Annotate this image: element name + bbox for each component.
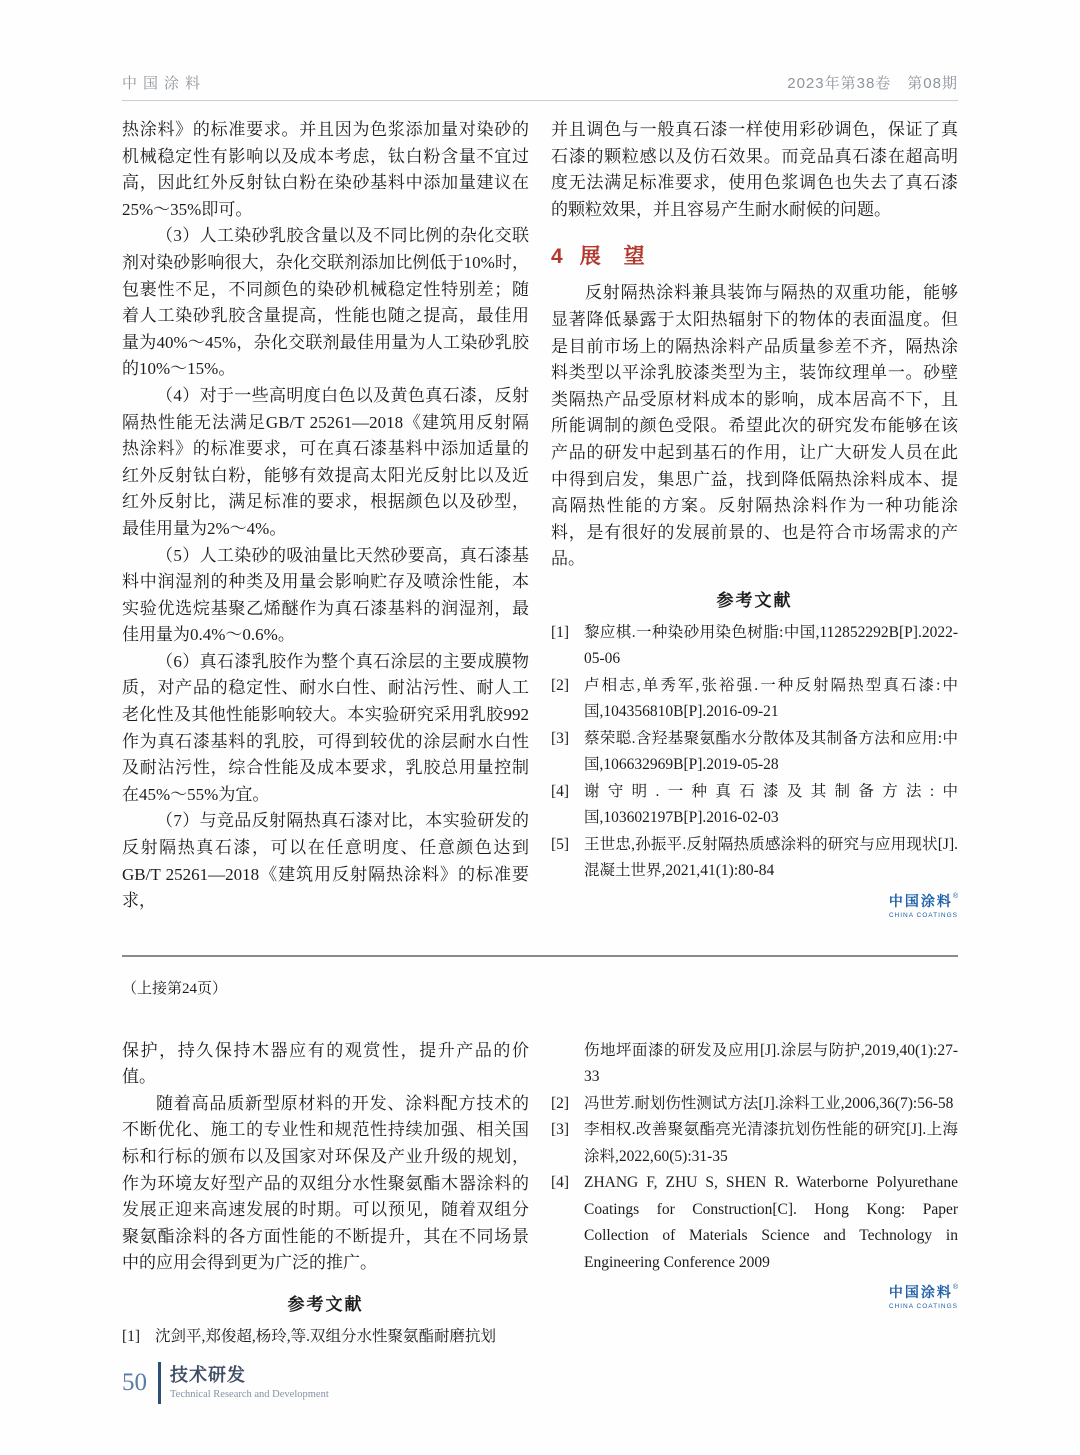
footer-section-title: 技术研发	[170, 1365, 246, 1386]
reference-item	[551, 726, 958, 779]
paragraph: （4）对于一些高明度白色以及黄色真石漆，反射隔热性能无法满足GB/T 25261—2018《建筑用反射隔热涂料》的标准要求，可在真石漆基料中添加适量的红外反射钛白粉，能够有效提高太阳光反射比以及近红外反射比，满足标准的要求，根据颜色以及砂型，最佳用量为2%～4%。	[122, 385, 529, 538]
reference-label: [4]	[551, 1174, 570, 1192]
reference-label: [1]	[122, 1327, 141, 1345]
logo-text: 中国涂料	[888, 1284, 953, 1301]
article1-right-column	[551, 117, 958, 919]
paragraph: （3）人工染砂乳胶含量以及不同比例的杂化交联剂对染砂影响很大，杂化交联剂添加比例低于10%时，包裹性不足，不同颜色的染砂机械稳定性特别差；随着人工染砂乳胶含量提高，性能也随之提高，最佳用量为40%～45%，杂化交联剂最佳用量为人工染砂乳胶的10%～15%。	[122, 226, 529, 379]
article2-right-column	[551, 1038, 958, 1351]
article1-left-column	[122, 117, 529, 919]
paragraph: 随着高品质新型原材料的开发、涂料配方技术的不断优化、施工的专业性和规范性持续加强、相关国标和行标的颁布以及国家对环保及产业升级的规划，作为环境友好型产品的双组分水性聚氨酯木器涂料的发展正迎来高速发展的时期。可以预见，随着双组分聚氨酯涂料的各方面性能的不断提升，其在不同场景中的应用会得到更为广泛的推广。	[122, 1093, 529, 1273]
registered-mark-icon: ®	[952, 1284, 958, 1292]
reference-text: 沈剑平,郑俊超,杨玲,等.双组分水性聚氨酯耐磨抗划	[155, 1327, 497, 1345]
reference-text: 谢守明.一种真石漆及其制备方法:中国,103602197B[P].2016-02-03	[584, 782, 958, 827]
reference-item-continuation	[551, 1038, 958, 1091]
reference-label: [2]	[551, 1094, 570, 1112]
article-divider	[122, 955, 958, 957]
references-heading: 参考文献	[716, 590, 793, 610]
article2-left-column	[122, 1038, 529, 1351]
reference-text: 蔡荣聪.含羟基聚氨酯水分散体及其制备方法和应用:中国,106632969B[P].2019-05-28	[584, 729, 958, 774]
reference-item	[551, 832, 958, 885]
logo-text: 中国涂料	[888, 892, 953, 909]
reference-item	[551, 1170, 958, 1276]
page-number: 50	[122, 1369, 147, 1396]
reference-label: [3]	[551, 729, 570, 747]
reference-item	[122, 1324, 529, 1351]
reference-text: 王世忠,孙振平.反射隔热质感涂料的研究与应用现状[J].混凝土世界,2021,41(1):80-84	[584, 835, 958, 880]
article2-columns	[122, 1038, 958, 1351]
journal-name: 中国涂料	[122, 75, 207, 92]
page-header	[122, 0, 958, 101]
china-coatings-logo	[551, 893, 958, 919]
logo-subtext: CHINA COATINGS	[888, 911, 958, 919]
section-title: 展 望	[579, 245, 646, 269]
paragraph: 并且调色与一般真石漆一样使用彩砂调色，保证了真石漆的颗粒感以及仿石效果。而竞品真石漆在超高明度无法满足标准要求，使用色浆调色也失去了真石漆的颗粒效果，并且容易产生耐水耐候的问题。	[551, 120, 958, 219]
references-heading: 参考文献	[287, 1294, 364, 1314]
paragraph: （7）与竞品反射隔热真石漆对比，本实验研发的反射隔热真石漆，可以在任意明度、任意颜色达到GB/T 25261—2018《建筑用反射隔热涂料》的标准要求，	[122, 811, 529, 911]
reference-label: [4]	[551, 782, 570, 800]
paragraph: （5）人工染砂的吸油量比天然砂要高，真石漆基料中润湿剂的种类及用量会影响贮存及喷涂性能，本实验优选烷基聚乙烯醚作为真石漆基料的润湿剂，最佳用量为0.4%～0.6%。	[122, 545, 529, 645]
reference-text: 李相权.改善聚氨酯亮光清漆抗划伤性能的研究[J].上海涂料,2022,60(5):31-35	[584, 1121, 958, 1165]
reference-label: [1]	[551, 623, 570, 641]
reference-text: ZHANG F, ZHU S, SHEN R. Waterborne Polyurethane Coatings for Construction[C]. Hong Kong: Paper Collection of Materials Science and Technology in Engineering Conference 2009	[584, 1174, 958, 1271]
page-footer	[122, 1362, 329, 1404]
section-number: 4	[551, 245, 564, 269]
paragraph: （6）真石漆乳胶作为整个真石涂层的主要成膜物质，对产品的稳定性、耐水白性、耐沾污性、耐人工老化性及其他性能影响较大。本实验研究采用乳胶992作为真石漆基料的乳胶，可得到较优的涂层耐水白性及耐沾污性，综合性能及成本要求，乳胶总用量控制在45%～55%为宜。	[122, 651, 529, 804]
paragraph: 热涂料》的标准要求。并且因为色浆添加量对染砂的机械稳定性有影响以及成本考虑，钛白粉含量不宜过高，因此红外反射钛白粉在染砂基料中添加量建议在25%～35%即可。	[122, 120, 529, 219]
paragraph: 保护，持久保持木器应有的观赏性，提升产品的价值。	[122, 1040, 529, 1087]
reference-label: [3]	[551, 1121, 570, 1139]
registered-mark-icon: ®	[952, 892, 958, 900]
china-coatings-logo	[551, 1284, 958, 1310]
reference-item	[551, 1117, 958, 1170]
footer-section-subtitle: Technical Research and Development	[170, 1388, 329, 1400]
reference-text: 冯世芳.耐划伤性测试方法[J].涂料工业,2006,36(7):56-58	[584, 1094, 954, 1112]
issue-info: 2023年第38卷 第08期	[787, 75, 958, 92]
continuation-note: （上接第24页）	[122, 980, 228, 997]
reference-item	[551, 673, 958, 726]
reference-item	[551, 1091, 958, 1118]
paragraph: 反射隔热涂料兼具装饰与隔热的双重功能，能够显著降低暴露于太阳热辐射下的物体的表面温度。但是目前市场上的隔热涂料产品质量参差不齐，隔热涂料类型以平涂乳胶漆类型为主，装饰纹理单一。砂壁类隔热产品受原材料成本的影响，成本居高不下，且所能调制的颜色受限。希望此次的研究发布能够在该产品的研发中起到基石的作用，让广大研发人员在此中得到启发，集思广益，找到降低隔热涂料成本、提高隔热性能的方案。反射隔热涂料作为一种功能涂料，是有很好的发展前景的、也是符合市场需求的产品。	[551, 283, 958, 569]
footer-section	[170, 1365, 329, 1400]
reference-text: 伤地坪面漆的研发及应用[J].涂层与防护,2019,40(1):27-33	[584, 1041, 958, 1086]
logo-subtext: CHINA COATINGS	[888, 1302, 958, 1310]
section-heading-outlook	[551, 240, 958, 270]
article1-columns	[122, 117, 958, 919]
footer-divider-bar	[158, 1362, 161, 1404]
reference-text: 卢相志,单秀军,张裕强.一种反射隔热型真石漆:中国,104356810B[P].2016-09-21	[584, 676, 958, 721]
reference-item	[551, 779, 958, 832]
reference-item	[551, 620, 958, 673]
reference-text: 黎应棋.一种染砂用染色树脂:中国,112852292B[P].2022-05-06	[584, 623, 958, 668]
reference-label: [5]	[551, 835, 570, 853]
reference-label: [2]	[551, 676, 570, 694]
